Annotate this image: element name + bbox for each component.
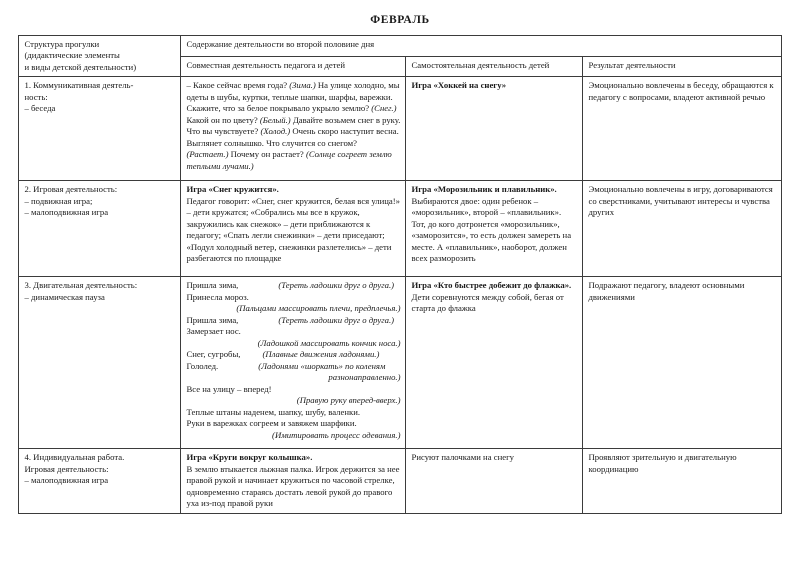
row-3-independent-seg-0: Игра «Кто быстрее добежит до флажка». xyxy=(411,280,572,291)
row-2-joint-activity-cell xyxy=(181,181,406,277)
row-1-structure-line-0: 1. Коммуникативная деятель- xyxy=(24,80,134,91)
row-3-structure-line-1: – динамическая пауза xyxy=(24,291,105,302)
header-structure-line3: и виды детской деятельности) xyxy=(24,61,137,72)
row-2-structure-line-0: 2. Игровая деятельность: xyxy=(24,184,118,195)
row-4-result-seg-0: Проявляют зрительную и двигательную координацию xyxy=(588,452,737,474)
table-row xyxy=(19,449,781,513)
header-cell-structure xyxy=(19,36,181,77)
row-4-joint-seg-2: В землю втыкается лыжная палка. Игрок держится за нее правой рукой и начинает кружиться по часовой стрелке, одновременно стараясь достать левой рукой до правого уха из-под правой руки xyxy=(186,463,400,509)
row-3-result-cell xyxy=(583,277,781,449)
row-3-joint-line-10-direction: (Правую руку вперед-вверх.) xyxy=(296,395,401,406)
row-1-joint-activity-cell xyxy=(181,77,406,181)
row-2-result-seg-0: Эмоционально вовлечены в игру, договариваются со сверстниками, учитывают интересы и чувства других xyxy=(588,184,773,218)
row-2-joint-seg-0: Игра «Снег кружится». xyxy=(186,184,279,195)
row-3-joint-line-12-text: Руки в варежках согреем и завяжем шарфики. xyxy=(186,418,357,429)
row-3-joint-activity-cell xyxy=(181,277,406,449)
row-1-joint-seg-0: – Какое сейчас время года? xyxy=(186,80,290,91)
row-3-joint-line-3 xyxy=(186,315,400,326)
header-structure-line1: Структура прогулки xyxy=(24,39,100,49)
row-3-joint-line-11-text: Теплые штаны наденем, шапку, шубу, валенки. xyxy=(186,406,361,417)
row-4-joint-seg-0: Игра «Круги вокруг колышка». xyxy=(186,452,313,463)
header-cell-content-span: Содержание деятельности во второй половине дня xyxy=(181,36,781,57)
row-1-independent-seg-0: Игра «Хоккей на снегу» xyxy=(411,80,507,91)
row-4-result-cell xyxy=(583,449,781,513)
row-1-joint-seg-6: Давайте возьмем снег в руку. Что вы чувствуете? xyxy=(186,114,401,137)
row-3-joint-line-2-direction: (Пальцами массировать плечи, предплечья.) xyxy=(236,303,401,314)
table-body xyxy=(19,77,781,513)
row-4-structure-line-2: – малоподвижная игра xyxy=(24,475,109,486)
row-1-structure-line-1: ность: xyxy=(24,91,48,102)
table-row xyxy=(19,181,781,277)
row-3-joint-line-6-direction: (Плавные движения ладонями.) xyxy=(262,349,380,360)
row-3-joint-line-9-text: Все на улицу – вперед! xyxy=(186,383,272,394)
row-3-joint-line-7 xyxy=(186,361,400,372)
row-1-independent-activity-cell xyxy=(406,77,583,181)
row-3-joint-line-13 xyxy=(186,430,400,441)
row-3-result-seg-0: Подражают педагогу, владеют основными движениями xyxy=(588,280,745,302)
row-3-independent-activity-cell xyxy=(406,277,583,449)
row-3-joint-line-3-direction: (Тереть ладошки друг о друга.) xyxy=(278,314,395,325)
row-2-structure-line-1: – подвижная игра; xyxy=(24,195,93,206)
row-1-joint-seg-7: (Холод.) xyxy=(260,126,291,137)
row-1-joint-seg-1: (Зима.) xyxy=(289,80,316,91)
row-1-joint-seg-5: (Белый.) xyxy=(259,114,291,125)
table-header xyxy=(19,36,781,77)
row-3-joint-line-7-text: Гололед. xyxy=(186,360,219,371)
row-1-joint-seg-9: (Растает.) xyxy=(186,149,229,160)
row-3-joint-line-6 xyxy=(186,349,400,360)
header-structure-line2: (дидактические элементы xyxy=(24,50,120,61)
row-3-independent-seg-2: Дети соревнуются между собой, бегая от старта до флажка xyxy=(411,291,564,314)
row-3-joint-line-7-direction: (Ладонями «шоркать» по коленям xyxy=(258,360,386,371)
row-3-joint-line-0-text: Пришла зима, xyxy=(186,280,239,291)
row-3-joint-line-3-text: Пришла зима, xyxy=(186,314,239,325)
row-3-joint-line-9 xyxy=(186,384,400,395)
row-3-joint-line-0-direction: (Тереть ладошки друг о друга.) xyxy=(278,280,395,291)
table-row xyxy=(19,77,781,181)
page-title: ФЕВРАЛЬ xyxy=(370,14,430,26)
row-2-joint-seg-2: Педагог говорит: «Снег, снег кружится, белая вся улица!» – дети кружатся; «Собрались мы все в кружок, закружились как снежок» – дети приближаются к педагогу; «Спать легли снежинки» – дети приседают; «Подул холодный ветер, снежинки разлетелись» – дети разбегаются по площадке xyxy=(186,195,401,264)
row-1-structure-line-2: – беседа xyxy=(24,103,56,114)
row-3-joint-line-5-direction: (Ладошкой массировать кончик носа.) xyxy=(257,337,401,348)
header-cell-joint-activity: Совместная деятельность педагога и детей xyxy=(181,56,406,77)
row-1-joint-seg-8: Очень скоро наступит весна. Выглянет солнышко. Что случится со снегом? xyxy=(186,126,399,148)
row-2-independent-seg-2: Выбираются двое: один ребенок – «морозильник», второй – «плавильник». Тот, до кого дотронется «морозильник», «заморозится», то есть должен замереть на месте. А «плавильник», наоборот, должен всех разморозить xyxy=(411,195,572,264)
row-3-joint-line-4 xyxy=(186,326,400,337)
row-4-independent-seg-0: Рисуют палочками на снегу xyxy=(411,452,515,463)
row-2-independent-seg-0: Игра «Морозильник и плавильник». xyxy=(411,184,557,195)
row-2-independent-activity-cell xyxy=(406,181,583,277)
row-1-result-cell xyxy=(583,77,781,181)
row-3-joint-line-8 xyxy=(186,372,400,383)
row-1-joint-seg-10: Почему он растает? xyxy=(228,149,306,160)
row-1-joint-seg-2: На улице холодно, мы одеты в шубы, куртки, теплые шапки, шарфы, варежки. Скажите, что за белое покрывало укрыло землю? xyxy=(186,80,400,114)
row-3-joint-line-13-direction: (Имитировать процесс одевания.) xyxy=(272,429,401,440)
row-4-structure-cell xyxy=(19,449,181,513)
table-row xyxy=(19,277,781,449)
row-3-joint-line-10 xyxy=(186,395,400,406)
row-4-joint-activity-cell xyxy=(181,449,406,513)
row-3-joint-line-5 xyxy=(186,338,400,349)
row-3-joint-line-1-text: Принесла мороз. xyxy=(186,291,249,302)
row-3-joint-line-0 xyxy=(186,280,400,291)
row-3-joint-line-1 xyxy=(186,292,400,303)
row-3-joint-line-12 xyxy=(186,418,400,429)
row-1-structure-cell xyxy=(19,77,181,181)
header-cell-result: Результат деятельности xyxy=(583,56,781,77)
row-1-result-seg-0: Эмоционально вовлечены в беседу, обращаются к педагогу с вопросами, владеют активной речью xyxy=(588,80,774,102)
row-2-structure-line-2: – малоподвижная игра xyxy=(24,207,109,218)
row-3-joint-line-4-text: Замерзает нос. xyxy=(186,326,241,337)
row-3-joint-line-11 xyxy=(186,407,400,418)
row-4-structure-line-1: Игровая деятельность: xyxy=(24,463,109,474)
row-2-result-cell xyxy=(583,181,781,277)
row-3-structure-cell xyxy=(19,277,181,449)
row-3-joint-line-2 xyxy=(186,303,400,314)
row-1-joint-seg-4: Какой он по цвету? xyxy=(186,114,260,125)
row-2-structure-cell xyxy=(19,181,181,277)
header-cell-independent-activity: Самостоятельная деятельность детей xyxy=(406,56,583,77)
row-3-joint-line-6-text: Снег, сугробы, xyxy=(186,349,241,360)
row-4-independent-activity-cell xyxy=(406,449,583,513)
header-row-top xyxy=(19,36,781,57)
activity-plan-table xyxy=(18,35,781,514)
row-4-structure-line-0: 4. Индивидуальная работа. xyxy=(24,452,125,463)
row-3-structure-line-0: 3. Двигательная деятельность: xyxy=(24,280,138,291)
row-1-joint-seg-11: (Солнце согреет землю теплыми лучами.) xyxy=(186,149,392,171)
row-1-joint-seg-3: (Снег.) xyxy=(371,103,397,114)
row-3-joint-line-8-direction: разнонаправленно.) xyxy=(328,372,401,383)
